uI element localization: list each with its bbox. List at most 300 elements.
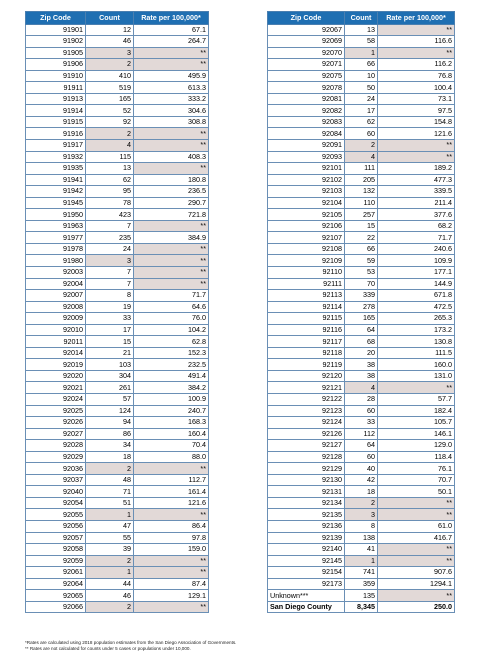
- cell-count: 2: [86, 463, 134, 475]
- cell-count: 46: [86, 590, 134, 602]
- cell-rate: 105.7: [378, 417, 455, 429]
- cell-rate: 265.3: [378, 313, 455, 325]
- cell-rate: 495.9: [134, 70, 209, 82]
- cell-count: 257: [345, 209, 378, 221]
- cell-rate: 240.7: [134, 405, 209, 417]
- cell-count: 17: [86, 324, 134, 336]
- table-row: [268, 405, 455, 417]
- cell-zip: 92116: [268, 324, 345, 336]
- cell-rate: 177.1: [378, 266, 455, 278]
- cell-count: 60: [345, 128, 378, 140]
- cell-zip: 92065: [26, 590, 86, 602]
- cell-count: 339: [345, 290, 378, 302]
- table-row: [26, 116, 209, 128]
- table-row: [26, 474, 209, 486]
- cell-rate: 67.1: [134, 24, 209, 36]
- cell-count: 78: [86, 197, 134, 209]
- cell-zip: 92008: [26, 301, 86, 313]
- table-row: [268, 544, 455, 556]
- cell-rate: 129.0: [378, 440, 455, 452]
- cell-zip: 92130: [268, 474, 345, 486]
- cell-zip: 91902: [26, 36, 86, 48]
- cell-count: 64: [345, 324, 378, 336]
- cell-count: 47: [86, 521, 134, 533]
- cell-count: 2: [86, 128, 134, 140]
- table-header-row: [268, 12, 455, 25]
- table-row: [26, 186, 209, 198]
- cell-rate: 116.2: [378, 59, 455, 71]
- table-row: [26, 405, 209, 417]
- table-row: [268, 567, 455, 579]
- cell-count: 86: [86, 428, 134, 440]
- table-row: [26, 59, 209, 71]
- table-row: [26, 266, 209, 278]
- cell-count: 1: [345, 555, 378, 567]
- cell-zip: 92021: [26, 382, 86, 394]
- cell-rate: 68.2: [378, 220, 455, 232]
- cell-zip: 92024: [26, 394, 86, 406]
- table-row: [26, 601, 209, 613]
- cell-count: 165: [345, 313, 378, 325]
- cell-rate: 308.8: [134, 116, 209, 128]
- table-row: [268, 186, 455, 198]
- cell-rate: 116.6: [378, 36, 455, 48]
- cell-rate: 168.3: [134, 417, 209, 429]
- cell-count: 38: [345, 359, 378, 371]
- table-row: [268, 555, 455, 567]
- cell-count: 112: [345, 428, 378, 440]
- cell-zip: 91963: [26, 220, 86, 232]
- cell-zip: 92113: [268, 290, 345, 302]
- cell-count: 304: [86, 370, 134, 382]
- cell-zip: 92101: [268, 163, 345, 175]
- cell-rate: 62.8: [134, 336, 209, 348]
- cell-count: 4: [86, 139, 134, 151]
- table-row: [26, 509, 209, 521]
- cell-rate: 613.3: [134, 82, 209, 94]
- cell-rate: 1294.1: [378, 578, 455, 590]
- cell-zip: 91911: [26, 82, 86, 94]
- table-row: [268, 590, 455, 602]
- table-row: [26, 313, 209, 325]
- table-row: [26, 578, 209, 590]
- cell-zip: 91914: [26, 105, 86, 117]
- table-row: [268, 163, 455, 175]
- footnote-rates-source: *Rates are calculated using 2018 population estimates from the San Diego Association of Governments.: [25, 640, 237, 645]
- table-row: [26, 370, 209, 382]
- cell-zip: 92106: [268, 220, 345, 232]
- cell-count: 59: [345, 255, 378, 267]
- table-row: [268, 578, 455, 590]
- cell-count: 58: [345, 36, 378, 48]
- cell-count: 7: [86, 278, 134, 290]
- cell-zip: 91945: [26, 197, 86, 209]
- table-row: [268, 301, 455, 313]
- cell-zip: 92093: [268, 151, 345, 163]
- cell-count: 359: [345, 578, 378, 590]
- table-row: [26, 359, 209, 371]
- cell-zip: 92009: [26, 313, 86, 325]
- cell-rate: **: [134, 567, 209, 579]
- cell-rate: **: [378, 509, 455, 521]
- header-count: Count: [345, 12, 378, 25]
- table-row: [268, 359, 455, 371]
- table-row: [268, 324, 455, 336]
- cell-count: 33: [345, 417, 378, 429]
- cell-count: 48: [86, 474, 134, 486]
- cell-count: 60: [345, 451, 378, 463]
- table-row: [26, 555, 209, 567]
- cell-rate: 100.9: [134, 394, 209, 406]
- cell-zip: 92019: [26, 359, 86, 371]
- cell-zip: 92078: [268, 82, 345, 94]
- table-row: [268, 255, 455, 267]
- table-row: [26, 590, 209, 602]
- cell-zip: 92145: [268, 555, 345, 567]
- cell-zip: 92134: [268, 497, 345, 509]
- cell-count: 519: [86, 82, 134, 94]
- cell-zip: 92075: [268, 70, 345, 82]
- cell-rate: **: [134, 555, 209, 567]
- cell-rate: 73.1: [378, 93, 455, 105]
- cell-rate: 160.4: [134, 428, 209, 440]
- cell-rate: 121.6: [378, 128, 455, 140]
- cell-zip: 92061: [26, 567, 86, 579]
- cell-count: 53: [345, 266, 378, 278]
- cell-count: 7: [86, 266, 134, 278]
- cell-zip: 92119: [268, 359, 345, 371]
- cell-count: 1: [86, 567, 134, 579]
- cell-zip: 92123: [268, 405, 345, 417]
- cell-rate: 290.7: [134, 197, 209, 209]
- table-row: [26, 151, 209, 163]
- cell-zip: 92139: [268, 532, 345, 544]
- cell-rate: **: [378, 139, 455, 151]
- cell-zip: 92102: [268, 174, 345, 186]
- cell-rate: **: [378, 497, 455, 509]
- table-row: [268, 417, 455, 429]
- table-header-row: [26, 12, 209, 25]
- cell-rate: 104.2: [134, 324, 209, 336]
- cell-zip: 92010: [26, 324, 86, 336]
- cell-count: 71: [86, 486, 134, 498]
- cell-zip: 92105: [268, 209, 345, 221]
- cell-zip: 92128: [268, 451, 345, 463]
- cell-zip: 92084: [268, 128, 345, 140]
- cell-count: 20: [345, 347, 378, 359]
- cell-rate: 236.5: [134, 186, 209, 198]
- table-row: [268, 394, 455, 406]
- cell-count: 51: [86, 497, 134, 509]
- table-row: [26, 417, 209, 429]
- table-row: [26, 163, 209, 175]
- cell-zip: 92140: [268, 544, 345, 556]
- cell-count: 741: [345, 567, 378, 579]
- table-row: [268, 36, 455, 48]
- table-row: [26, 82, 209, 94]
- cell-zip: 91935: [26, 163, 86, 175]
- table-row: [268, 82, 455, 94]
- table-row: [268, 47, 455, 59]
- cell-zip: 92108: [268, 243, 345, 255]
- cell-rate: 50.1: [378, 486, 455, 498]
- cell-count: 15: [86, 336, 134, 348]
- header-rate: Rate per 100,000*: [378, 12, 455, 25]
- table-row: [268, 70, 455, 82]
- table-row: [26, 105, 209, 117]
- table-row: [268, 521, 455, 533]
- cell-zip: 92131: [268, 486, 345, 498]
- cell-count: 18: [86, 451, 134, 463]
- cell-zip: 92027: [26, 428, 86, 440]
- cell-count: 41: [345, 544, 378, 556]
- table-row: [268, 336, 455, 348]
- cell-rate: 160.0: [378, 359, 455, 371]
- cell-zip: 91942: [26, 186, 86, 198]
- cell-count: 4: [345, 151, 378, 163]
- cell-zip: 92070: [268, 47, 345, 59]
- table-row: [268, 428, 455, 440]
- cell-zip: 92029: [26, 451, 86, 463]
- cell-rate: 100.4: [378, 82, 455, 94]
- cell-zip: 91910: [26, 70, 86, 82]
- cell-count: 115: [86, 151, 134, 163]
- cell-zip: 92004: [26, 278, 86, 290]
- table-row: [26, 255, 209, 267]
- cell-count: 8: [345, 521, 378, 533]
- table-row: [26, 394, 209, 406]
- cell-zip: 91941: [26, 174, 86, 186]
- cell-count: 21: [86, 347, 134, 359]
- cell-zip: 91917: [26, 139, 86, 151]
- cell-count: 124: [86, 405, 134, 417]
- cell-rate: **: [134, 163, 209, 175]
- cell-rate: **: [134, 601, 209, 613]
- cell-count: 38: [345, 370, 378, 382]
- cell-zip: 91980: [26, 255, 86, 267]
- cell-rate: 87.4: [134, 578, 209, 590]
- table-row: [26, 232, 209, 244]
- cell-count: 3: [345, 509, 378, 521]
- table-row: [26, 70, 209, 82]
- cell-count: 42: [345, 474, 378, 486]
- cell-count: 70: [345, 278, 378, 290]
- cell-rate: 70.7: [378, 474, 455, 486]
- cell-count: 52: [86, 105, 134, 117]
- cell-rate: **: [134, 128, 209, 140]
- table-row: [26, 209, 209, 221]
- header-zip-code: Zip Code: [26, 12, 86, 25]
- table-row: [268, 532, 455, 544]
- table-row: [268, 174, 455, 186]
- cell-count: 10: [345, 70, 378, 82]
- cell-zip: 92083: [268, 116, 345, 128]
- cell-zip: 92115: [268, 313, 345, 325]
- cell-count: 110: [345, 197, 378, 209]
- cell-zip: 92054: [26, 497, 86, 509]
- cell-zip: 92082: [268, 105, 345, 117]
- cell-rate: 161.4: [134, 486, 209, 498]
- table-body-right: [268, 24, 455, 613]
- cell-zip: 92059: [26, 555, 86, 567]
- cell-rate: **: [134, 255, 209, 267]
- cell-zip: 92120: [268, 370, 345, 382]
- table-row: [26, 93, 209, 105]
- table-row-total: [268, 601, 455, 613]
- cell-zip: 91901: [26, 24, 86, 36]
- cell-rate: **: [378, 47, 455, 59]
- cell-zip: 92118: [268, 347, 345, 359]
- cell-zip: 92103: [268, 186, 345, 198]
- cell-rate: **: [378, 24, 455, 36]
- cell-zip: 92110: [268, 266, 345, 278]
- cell-rate: **: [134, 59, 209, 71]
- header-zip-code: Zip Code: [268, 12, 345, 25]
- table-row: [268, 139, 455, 151]
- cell-count: 410: [86, 70, 134, 82]
- cell-count: 111: [345, 163, 378, 175]
- table-row: [26, 336, 209, 348]
- cell-zip: 92154: [268, 567, 345, 579]
- cell-rate: 76.0: [134, 313, 209, 325]
- table-row: [268, 497, 455, 509]
- table-row: [26, 47, 209, 59]
- cell-zip: Unknown***: [268, 590, 345, 602]
- cell-zip: 92122: [268, 394, 345, 406]
- cell-count: 92: [86, 116, 134, 128]
- table-row: [268, 440, 455, 452]
- cell-count: 64: [345, 440, 378, 452]
- cell-zip: 92127: [268, 440, 345, 452]
- cell-rate: 339.5: [378, 186, 455, 198]
- cell-zip: 92026: [26, 417, 86, 429]
- table-row: [26, 290, 209, 302]
- table-row: [26, 174, 209, 186]
- cell-rate: **: [134, 139, 209, 151]
- cell-rate: 491.4: [134, 370, 209, 382]
- cell-rate: 130.8: [378, 336, 455, 348]
- table-row: [268, 347, 455, 359]
- cell-zip: 92057: [26, 532, 86, 544]
- table-row: [268, 313, 455, 325]
- cell-count: 103: [86, 359, 134, 371]
- table-row: [26, 220, 209, 232]
- cell-zip: 91906: [26, 59, 86, 71]
- table-row: [268, 278, 455, 290]
- cell-count: 3: [86, 47, 134, 59]
- cell-rate: 240.6: [378, 243, 455, 255]
- cell-rate: **: [378, 555, 455, 567]
- cell-zip: 92121: [268, 382, 345, 394]
- table-row: [268, 220, 455, 232]
- cell-rate: 71.7: [134, 290, 209, 302]
- cell-rate: **: [134, 243, 209, 255]
- cell-zip: 92124: [268, 417, 345, 429]
- cell-zip: 92064: [26, 578, 86, 590]
- cell-count: 2: [345, 139, 378, 151]
- cell-zip: 92114: [268, 301, 345, 313]
- header-count: Count: [86, 12, 134, 25]
- cell-count: 44: [86, 578, 134, 590]
- footnotes: [25, 640, 236, 652]
- table-row: [268, 24, 455, 36]
- cell-rate: **: [134, 220, 209, 232]
- table-row: [26, 243, 209, 255]
- cell-zip: 92014: [26, 347, 86, 359]
- cell-count: 24: [86, 243, 134, 255]
- cell-count: 3: [86, 255, 134, 267]
- cell-zip: 92066: [26, 601, 86, 613]
- table-row: [26, 428, 209, 440]
- cell-rate: **: [378, 590, 455, 602]
- table-row: [268, 93, 455, 105]
- cell-count: 34: [86, 440, 134, 452]
- cell-rate: 907.6: [378, 567, 455, 579]
- cell-count: 24: [345, 93, 378, 105]
- cell-count: 2: [345, 497, 378, 509]
- cell-zip: 92135: [268, 509, 345, 521]
- cell-rate: 154.8: [378, 116, 455, 128]
- cell-zip: 92003: [26, 266, 86, 278]
- cell-count: 55: [86, 532, 134, 544]
- cell-zip: 92173: [268, 578, 345, 590]
- cell-count: 13: [345, 24, 378, 36]
- table-row: [268, 451, 455, 463]
- cell-zip: 91905: [26, 47, 86, 59]
- table-row: [26, 197, 209, 209]
- cell-zip: 91916: [26, 128, 86, 140]
- cell-count: 62: [86, 174, 134, 186]
- cell-rate: 70.4: [134, 440, 209, 452]
- cell-zip: 92069: [268, 36, 345, 48]
- cell-rate: 97.5: [378, 105, 455, 117]
- cell-rate: 64.6: [134, 301, 209, 313]
- cell-rate: 416.7: [378, 532, 455, 544]
- cell-zip: San Diego County: [268, 601, 345, 613]
- table-row: [268, 232, 455, 244]
- table-row: [268, 197, 455, 209]
- table-row: [26, 301, 209, 313]
- cell-count: 22: [345, 232, 378, 244]
- cell-zip: 92067: [268, 24, 345, 36]
- cell-zip: 91932: [26, 151, 86, 163]
- cell-zip: 92020: [26, 370, 86, 382]
- cell-count: 1: [345, 47, 378, 59]
- cell-zip: 92129: [268, 463, 345, 475]
- cell-count: 18: [345, 486, 378, 498]
- cell-zip: 92028: [26, 440, 86, 452]
- cell-count: 278: [345, 301, 378, 313]
- cell-count: 2: [86, 59, 134, 71]
- cell-rate: 121.6: [134, 497, 209, 509]
- cell-count: 13: [86, 163, 134, 175]
- cell-rate: 129.1: [134, 590, 209, 602]
- cell-rate: 189.2: [378, 163, 455, 175]
- cell-zip: 92111: [268, 278, 345, 290]
- cell-zip: 92109: [268, 255, 345, 267]
- cell-zip: 91913: [26, 93, 86, 105]
- cell-zip: 92117: [268, 336, 345, 348]
- cell-zip: 92136: [268, 521, 345, 533]
- table-row: [26, 497, 209, 509]
- table-row: [268, 209, 455, 221]
- cell-count: 261: [86, 382, 134, 394]
- cell-rate: 152.3: [134, 347, 209, 359]
- footnote-rates-suppressed: ** Rates are not calculated for counts under 5 cases or populations under 10,000.: [25, 646, 191, 652]
- table-row: [26, 36, 209, 48]
- table-row: [268, 382, 455, 394]
- cell-zip: 91977: [26, 232, 86, 244]
